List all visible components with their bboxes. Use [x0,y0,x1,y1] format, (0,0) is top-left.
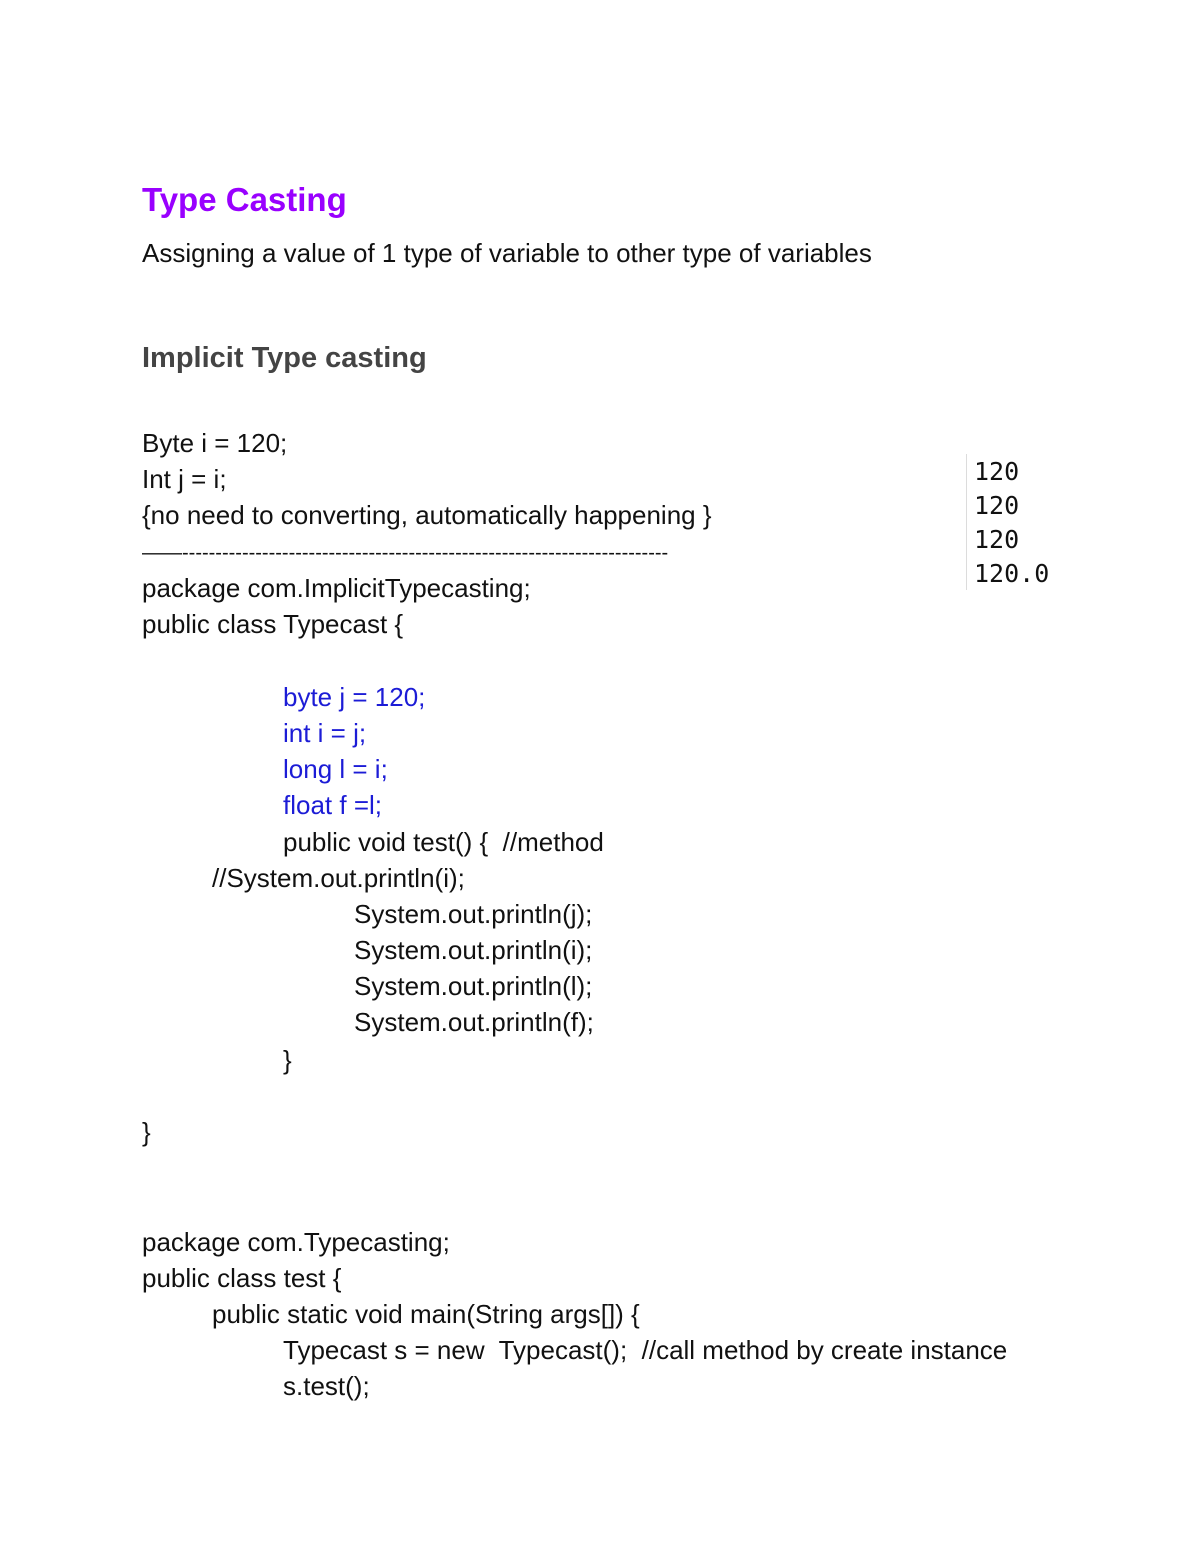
code-line: public static void main(String args[]) { [212,1299,640,1329]
code-line: public class Typecast { [142,609,404,639]
intro-text: Assigning a value of 1 type of variable to other type of variables [142,238,872,268]
code-comment-line: //System.out.println(i); [212,863,465,893]
code-line: System.out.println(i); [354,935,593,965]
console-output-line: 120 [974,491,1020,520]
code-line: public void test() { //method [283,827,604,857]
example-line: {no need to converting, automatically happening } [142,500,712,530]
code-line: Typecast s = new Typecast(); //call method by create instance [283,1335,1008,1365]
example-line: Int j = i; [142,464,227,494]
code-line: System.out.println(j); [354,899,593,929]
code-line-highlighted: int i = j; [283,718,367,748]
code-line-highlighted: long l = i; [283,754,388,784]
code-line: } [142,1117,151,1147]
page-title: Type Casting [142,181,347,218]
code-line: System.out.println(f); [354,1007,594,1037]
section-heading: Implicit Type casting [142,342,427,374]
console-output-line: 120 [974,525,1020,554]
separator-line: ——------------------------------------------------------------------------- [142,542,669,564]
code-line: package com.Typecasting; [142,1227,450,1257]
console-output-line: 120.0 [974,559,1050,588]
console-output-line: 120 [974,457,1020,486]
console-output-image [966,454,1067,590]
code-line-highlighted: byte j = 120; [283,682,426,712]
code-line: public class test { [142,1263,342,1293]
code-line: package com.ImplicitTypecasting; [142,573,531,603]
code-line: } [283,1045,292,1075]
code-line: s.test(); [283,1371,370,1401]
example-line: Byte i = 120; [142,428,288,458]
code-line-highlighted: float f =l; [283,790,382,820]
code-line: System.out.println(l); [354,971,593,1001]
